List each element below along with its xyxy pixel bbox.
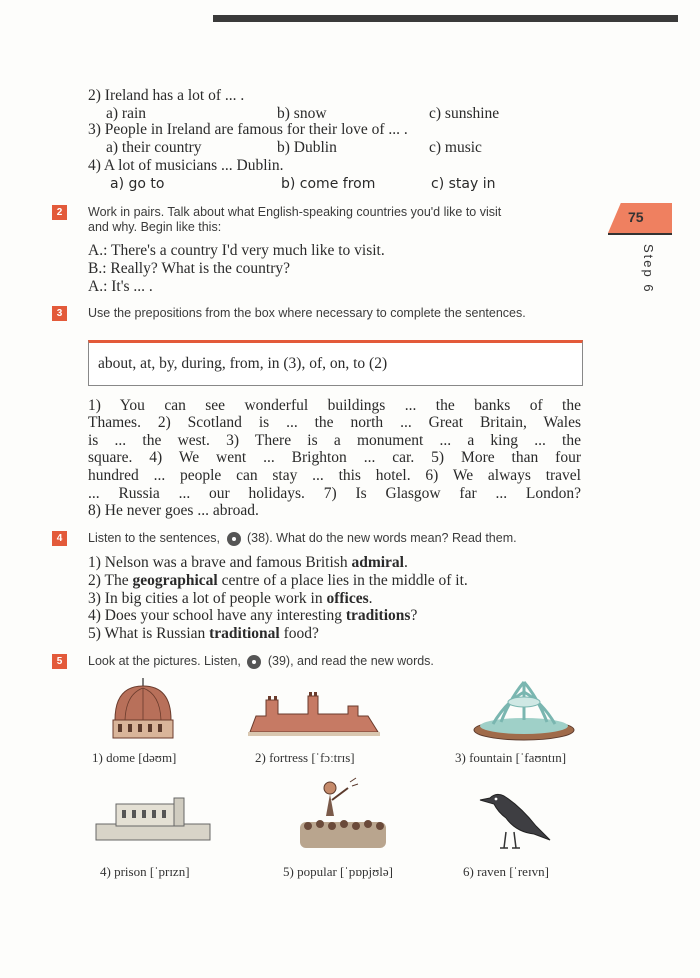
tab-rule xyxy=(608,233,672,235)
picture-caption: 5) popular [ˈpɒpjʊlə] xyxy=(283,864,393,879)
exercise-4-sentence xyxy=(88,590,373,608)
exercise-5-instruction xyxy=(88,654,434,669)
quiz-q3-stem: 3) People in Ireland are famous for their love of ... . xyxy=(88,121,408,138)
picture-caption: 3) fountain [ˈfaʊntɪn] xyxy=(455,750,567,765)
exercise-2-instruction-1: Work in pairs. Talk about what English-speaking countries you'd like to visit xyxy=(88,205,502,219)
audio-cd-icon[interactable] xyxy=(227,532,241,546)
exercise-5-instruction-post: (39), and read the new words. xyxy=(267,654,434,668)
exercise-4-sentence xyxy=(88,607,417,625)
exercise-3-instruction: Use the prepositions from the box where necessary to complete the sentences. xyxy=(88,306,526,320)
quiz-q2-b: b) snow xyxy=(277,105,327,122)
exercise-5-instruction-pre: Look at the pictures. Listen, xyxy=(88,654,241,668)
exercise-2-dialog-line: A.: It's ... . xyxy=(88,278,153,295)
exercise-4-instruction-pre: Listen to the sentences, xyxy=(88,531,221,545)
exercise-2-dialog-line: B.: Really? What is the country? xyxy=(88,260,291,277)
top-rule xyxy=(213,15,678,22)
sentence-text: 5) What is Russian xyxy=(88,625,210,642)
fountain-illustration xyxy=(471,672,577,744)
exercise-3-text-line: Thames. 2) Scotland is ... the north ... Great Britain, Wales xyxy=(88,414,581,431)
new-word: offices xyxy=(326,590,369,607)
exercise-4-instruction-post: (38). What do the new words mean? Read them. xyxy=(247,531,517,545)
exercise-3-text-line: 1) You can see wonderful buildings ... the banks of the xyxy=(88,397,581,414)
prison-illustration xyxy=(94,794,212,844)
dome-illustration xyxy=(110,676,176,742)
sentence-text: 2) The xyxy=(88,572,133,589)
exercise-4-sentence xyxy=(88,554,408,572)
quiz-q4-a: a) go to xyxy=(110,176,165,192)
picture-caption: 1) dome [dəʊm] xyxy=(92,750,177,765)
exercise-3-text-line: ... Russia ... our holidays. 7) Is Glasgow far ... London? xyxy=(88,485,581,502)
exercise-3-text-line: square. 4) We went ... Brighton ... car. 5) More than four xyxy=(88,449,581,466)
exercise-4-sentence xyxy=(88,625,319,643)
quiz-q4-stem: 4) A lot of musicians ... Dublin. xyxy=(88,157,284,174)
quiz-q2-stem: 2) Ireland has a lot of ... . xyxy=(88,87,245,104)
popular-singer-illustration xyxy=(298,776,388,852)
page-number: 75 xyxy=(628,209,644,225)
audio-cd-icon[interactable] xyxy=(247,655,261,669)
sentence-text: 3) In big cities a lot of people work in xyxy=(88,590,327,607)
new-word: admiral xyxy=(351,554,404,571)
quiz-q3-a: a) their country xyxy=(106,139,202,156)
quiz-q4-c: c) stay in xyxy=(431,176,496,192)
picture-caption: 6) raven [ˈreɪvn] xyxy=(463,864,549,879)
sentence-text: . xyxy=(368,590,373,607)
new-word: traditional xyxy=(209,625,280,642)
quiz-q3-b: b) Dublin xyxy=(277,139,337,156)
quiz-q4-b: b) come from xyxy=(281,176,376,192)
quiz-q3-c: c) music xyxy=(429,139,482,156)
exercise-3-text-line: is ... the west. 3) There is a monument ... a king ... the xyxy=(88,432,581,449)
exercise-3-text-line: hundred ... people can stay ... this hotel. 6) We always travel xyxy=(88,467,581,484)
raven-illustration xyxy=(476,788,556,854)
exercise-4-number: 4 xyxy=(52,531,67,546)
sentence-text: food? xyxy=(279,625,319,642)
sentence-text: ? xyxy=(410,607,418,624)
sentence-text: 1) Nelson was a brave and famous British xyxy=(88,554,352,571)
exercise-5-number: 5 xyxy=(52,654,67,669)
preposition-list: about, at, by, during, from, in (3), of, on, to (2) xyxy=(98,355,388,372)
fortress-illustration xyxy=(248,686,380,736)
exercise-4-instruction xyxy=(88,531,517,546)
sentence-text: centre of a place lies in the middle of it. xyxy=(217,572,468,589)
section-tab-label: Step 6 xyxy=(641,244,656,294)
exercise-3-number: 3 xyxy=(52,306,67,321)
picture-caption: 4) prison [ˈprɪzn] xyxy=(100,864,190,879)
exercise-3-text-line: 8) He never goes ... abroad. xyxy=(88,502,259,519)
sentence-text: . xyxy=(403,554,408,571)
exercise-2-dialog-line: A.: There's a country I'd very much like to visit. xyxy=(88,242,385,259)
exercise-4-sentence xyxy=(88,572,468,590)
exercise-2-number: 2 xyxy=(52,205,67,220)
new-word: geographical xyxy=(132,572,218,589)
new-word: traditions xyxy=(345,607,411,624)
exercise-2-instruction-2: and why. Begin like this: xyxy=(88,220,222,234)
picture-caption: 2) fortress [ˈfɔːtrɪs] xyxy=(255,750,355,765)
quiz-q2-c: c) sunshine xyxy=(429,105,500,122)
quiz-q2-a: a) rain xyxy=(106,105,147,122)
sentence-text: 4) Does your school have any interesting xyxy=(88,607,346,624)
